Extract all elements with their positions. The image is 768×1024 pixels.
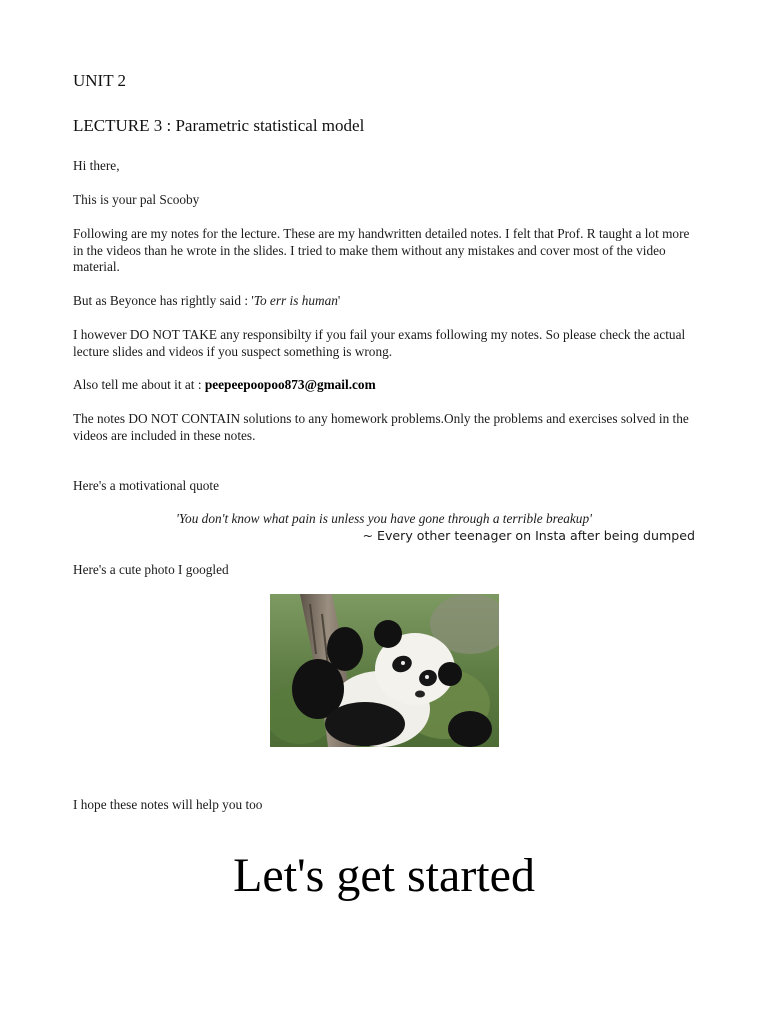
homework-note: The notes DO NOT CONTAIN solutions to any homework problems.Only the problems and exercises solved in the videos are included in these notes. [73,411,689,443]
lets-get-started-heading: Let's get started [233,849,535,902]
panda-hugging-tree-icon [270,594,499,747]
quote-attribution: ~ Every other teenager on Insta after being dumped [362,528,695,543]
closing-line: I hope these notes will help you too [73,797,263,812]
beyonce-suffix: ' [337,293,341,308]
intro-line: This is your pal Scooby [73,192,200,207]
motivational-quote: 'You don't know what pain is unless you have gone through a terrible breakup' [176,511,592,526]
lecture-heading: LECTURE 3 : Parametric statistical model [73,116,365,135]
beyonce-line [73,293,703,310]
photo-intro: Here's a cute photo I googled [73,562,229,577]
beyonce-prefix: But as Beyonce has rightly said : ' [73,293,254,308]
notes-paragraph: Following are my notes for the lecture. These are my handwritten detailed notes. I felt that Prof. R taught a lot more in the videos than he wrote in the slides. I tried to make them without any mistakes and cover most of the video material. [73,226,690,275]
contact-email[interactable]: peepeepoopoo873@gmail.com [204,377,376,392]
panda-photo [270,594,499,747]
contact-prefix: Also tell me about it at : [73,377,205,392]
beyonce-quote: To err is human [253,293,338,308]
greeting: Hi there, [73,158,120,173]
disclaimer-paragraph: I however DO NOT TAKE any responsibilty if you fail your exams following my notes. So please check the actual lecture slides and videos if you suspect something is wrong. [73,327,686,359]
contact-line [73,377,703,394]
quote-intro: Here's a motivational quote [73,478,220,493]
unit-heading: UNIT 2 [73,71,127,90]
